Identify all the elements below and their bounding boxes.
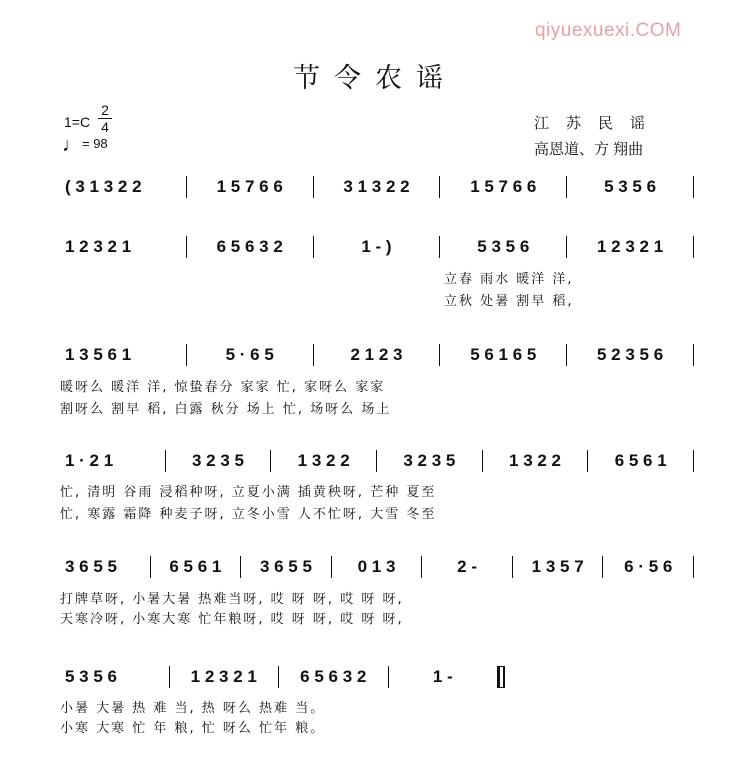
measure: 6 5 6 1 (151, 556, 242, 578)
measure: 1 2 3 2 1 (170, 666, 280, 688)
measure: 5 · 6 5 (187, 344, 314, 366)
measure: 1 2 3 2 1 (567, 236, 694, 258)
staff-line-6 (60, 662, 500, 688)
staff-line-4 (60, 446, 694, 472)
measure: 6 5 6 3 2 (279, 666, 389, 688)
lyric-verse-2: 忙, 寒露 霜降 种麦子呀, 立冬小雪 人不忙呀, 大雪 冬至 (60, 507, 437, 522)
tempo-value: = 98 (82, 136, 108, 151)
measure: 1 5 7 6 6 (440, 176, 567, 198)
lyric-verse-1: 小暑 大暑 热 难 当, 热 呀么 热难 当。 (60, 701, 326, 716)
measure: 1 - ) (314, 236, 441, 258)
page-title: 节令农谣 (293, 63, 457, 94)
staff-line-3 (60, 340, 694, 366)
lyric-verse-2: 小寒 大寒 忙 年 粮, 忙 呀么 忙年 粮。 (60, 721, 326, 736)
lyric-verse-2: 天寒冷呀, 小寒大寒 忙年粮呀, 哎 呀 呀, 哎 呀 呀, (60, 612, 404, 627)
measure: 5 6 1 6 5 (440, 344, 567, 366)
measure: 5 3 5 6 (60, 666, 170, 688)
measure: 5 2 3 5 6 (567, 344, 694, 366)
lyric-verse-1: 打牌草呀, 小暑大暑 热难当呀, 哎 呀 呀, 哎 呀 呀, (60, 592, 404, 607)
measure: 3 1 3 2 2 (314, 176, 441, 198)
measure: 6 5 6 3 2 (187, 236, 314, 258)
lyric-verse-1: 暖呀么 暖洋 洋, 惊蛰春分 家家 忙, 家呀么 家家 (60, 380, 386, 395)
lyric-verse-1: 忙, 清明 谷雨 浸稻种呀, 立夏小满 插黄秧呀, 芒种 夏至 (60, 485, 437, 500)
measure: 3 6 5 5 (241, 556, 332, 578)
staff-line-5 (60, 552, 694, 578)
measure: 3 6 5 5 (60, 556, 151, 578)
final-measure: 1 - (389, 666, 501, 688)
staff-line-2 (60, 232, 694, 258)
lyric-verse-2: 立秋 处暑 割早 稻, (444, 294, 574, 309)
measure: 2 1 2 3 (314, 344, 441, 366)
measure: 1 5 7 6 6 (187, 176, 314, 198)
staff-line-1 (60, 172, 694, 198)
tempo-marking (62, 134, 108, 157)
measure: 1 3 5 6 1 (60, 344, 187, 366)
key-signature: 1=C (64, 114, 91, 130)
measure: 6 5 6 1 (588, 450, 694, 472)
measure: 5 3 5 6 (440, 236, 567, 258)
measure: 6 · 5 6 (603, 556, 694, 578)
measure: 5 3 5 6 (567, 176, 694, 198)
time-signature (98, 103, 112, 134)
meter-denominator: 4 (101, 119, 109, 135)
measure: 1 3 2 2 (271, 450, 377, 472)
measure: ( 3 1 3 2 2 (60, 176, 187, 198)
genre-credit: 江苏民谣 (534, 115, 663, 132)
lyric-verse-1: 立春 雨水 暖洋 洋, (444, 272, 574, 287)
measure: 1 2 3 2 1 (60, 236, 187, 258)
measure: 2 - (422, 556, 513, 578)
measure: 1 3 2 2 (483, 450, 589, 472)
measure: 0 1 3 (332, 556, 423, 578)
quarter-note-icon: ♩ (62, 134, 82, 156)
meter-numerator: 2 (101, 102, 109, 118)
composer-credit: 高恩道、方 翔曲 (534, 141, 644, 158)
measure: 3 2 3 5 (166, 450, 272, 472)
measure: 3 2 3 5 (377, 450, 483, 472)
site-watermark: qiyuexuexi.COM (535, 20, 682, 41)
lyric-verse-2: 割呀么 割早 稻, 白露 秋分 场上 忙, 场呀么 场上 (60, 402, 392, 417)
measure: 1 · 2 1 (60, 450, 166, 472)
measure: 1 3 5 7 (513, 556, 604, 578)
